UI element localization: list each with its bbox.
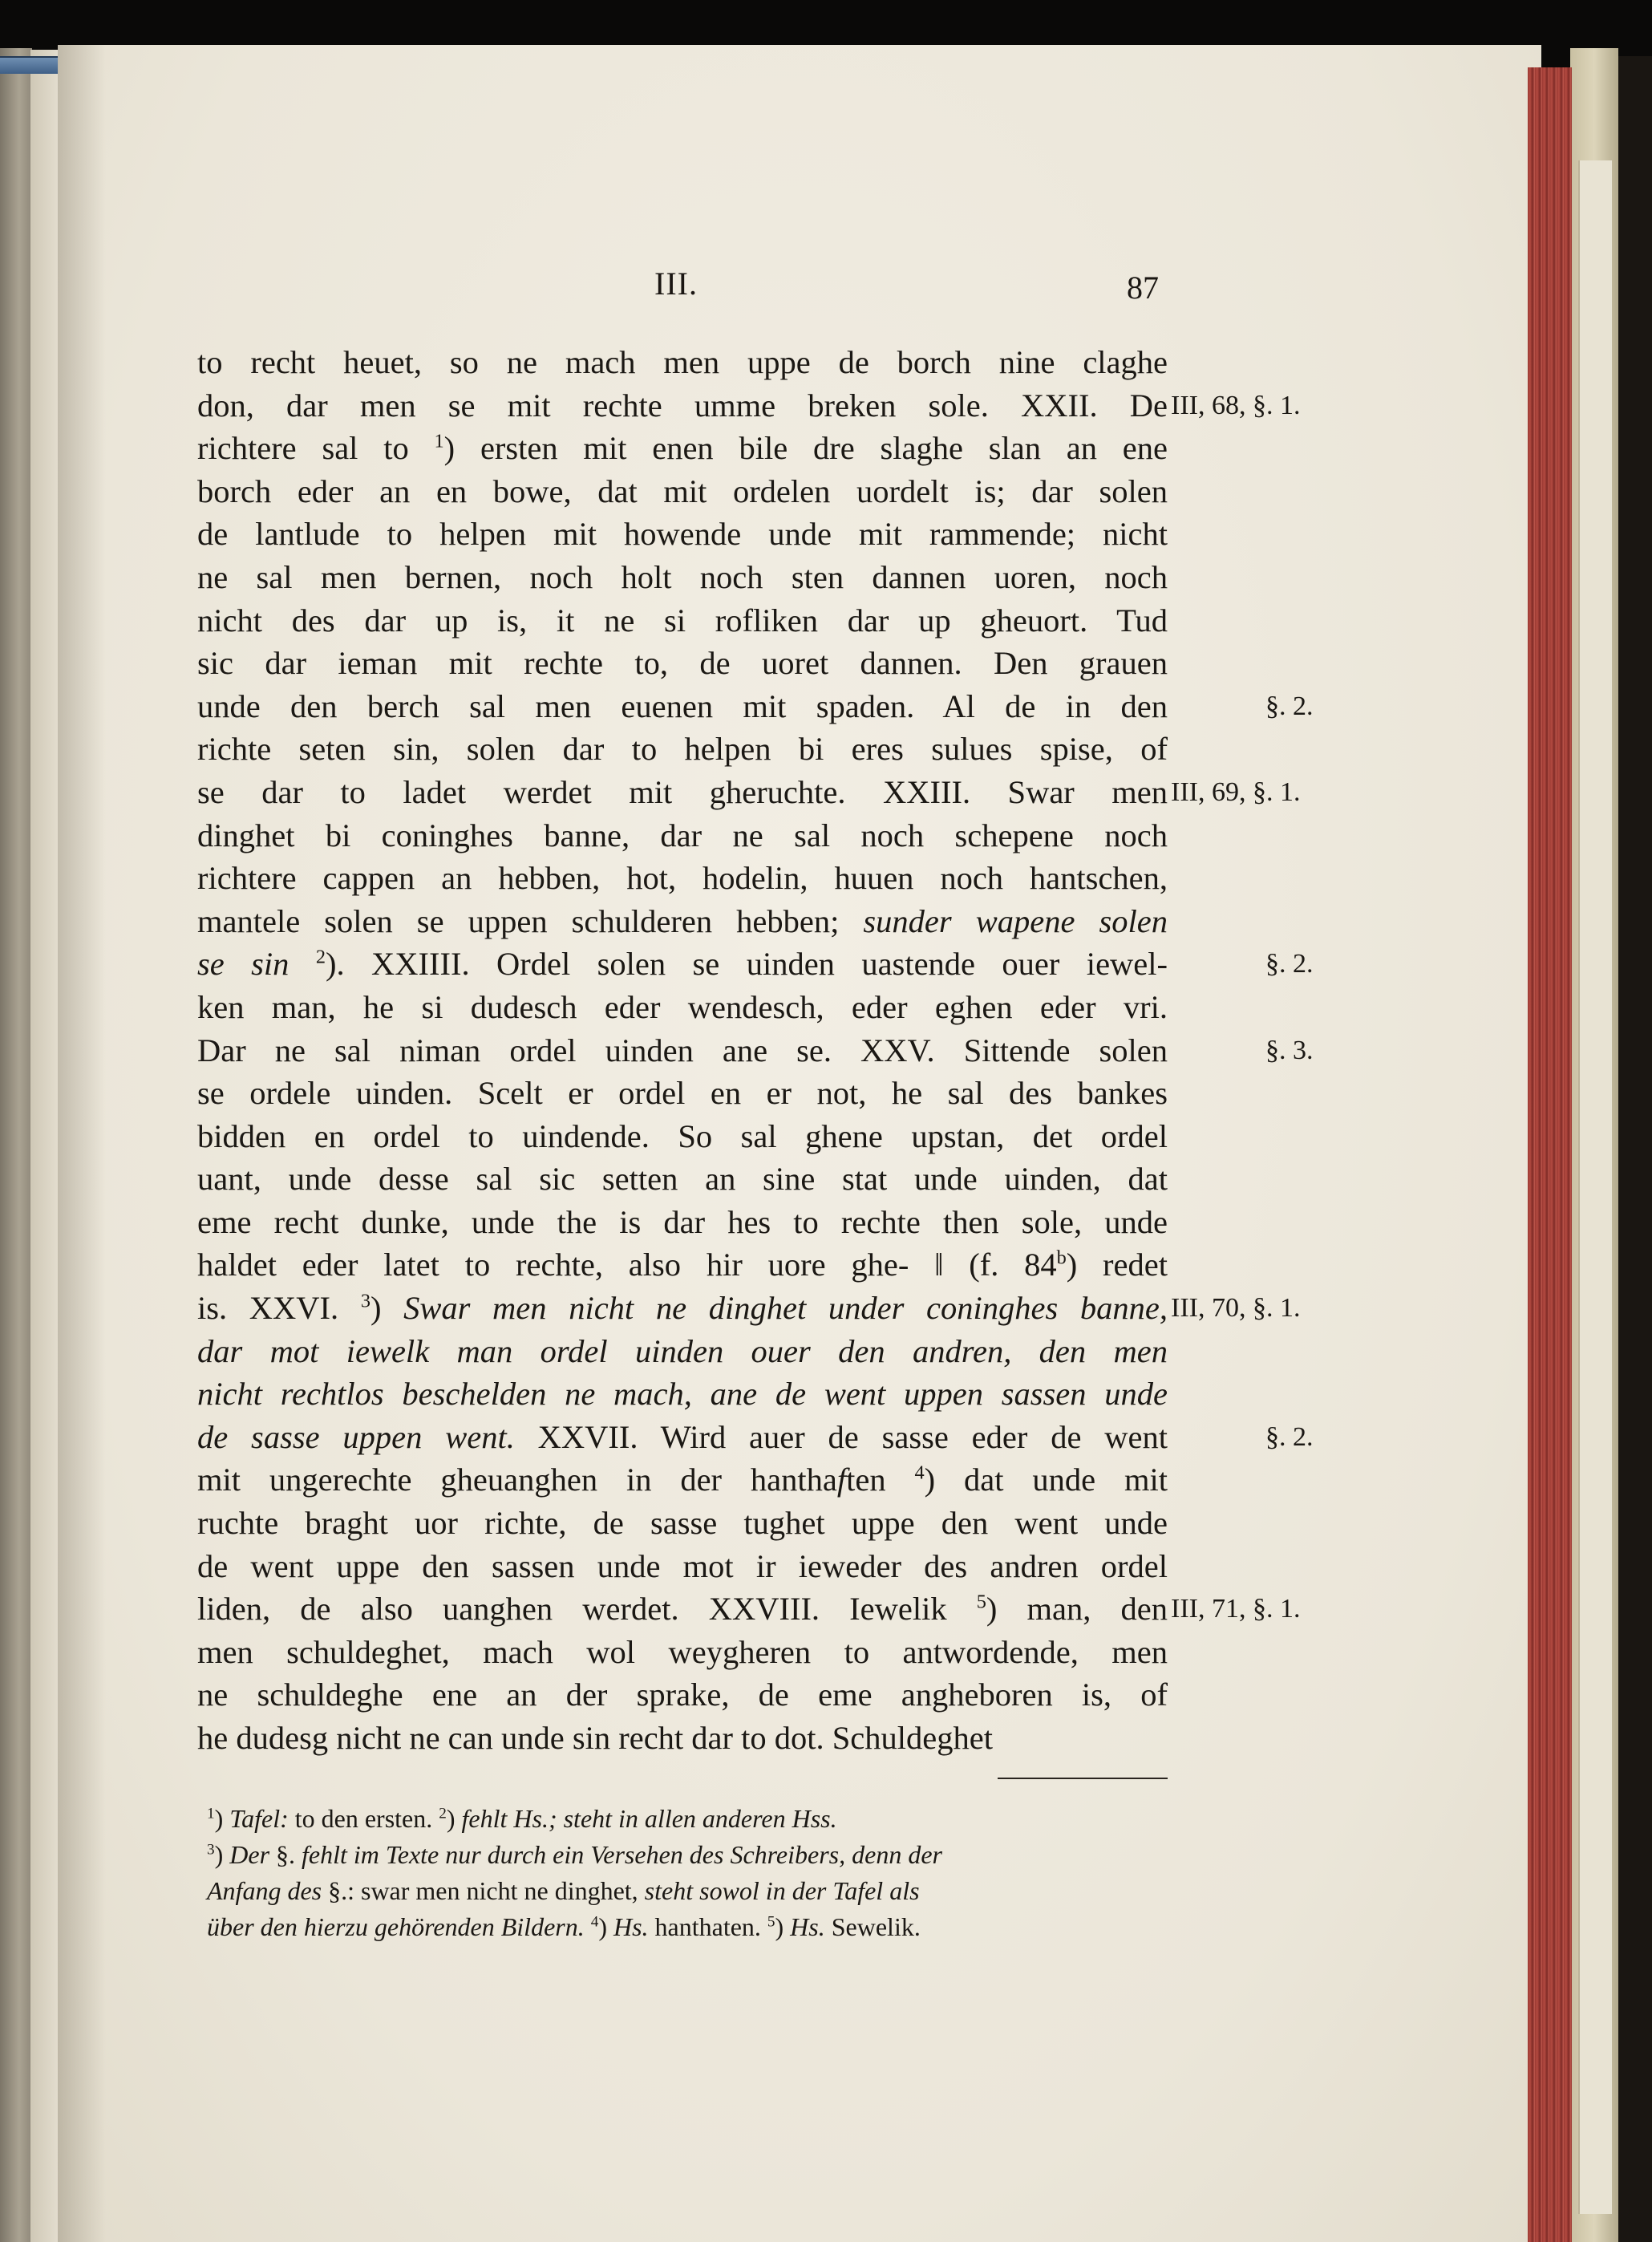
italic-text: Tafel:: [229, 1804, 289, 1833]
margin-note: III, 71, §. 1.: [1171, 1594, 1301, 1624]
body-line: [197, 771, 1168, 814]
text-run: ): [214, 1840, 230, 1869]
body-line: [197, 599, 1168, 643]
body-line: [197, 900, 1168, 943]
margin-note: III, 69, §. 1.: [1171, 777, 1301, 807]
running-title: III.: [654, 266, 698, 302]
italic-text: se sin: [197, 946, 290, 983]
body-line: [197, 1458, 1168, 1502]
background-edge: [1618, 56, 1652, 2242]
italic-text: über den hierzu gehörenden Bildern.: [207, 1912, 585, 1941]
footnote-marker: 2: [315, 946, 326, 968]
footnote-line: [207, 1909, 1169, 1945]
footnote-marker: 3: [360, 1290, 370, 1312]
text-run: to den ersten.: [288, 1804, 439, 1833]
text-run: richtere sal to: [197, 430, 435, 467]
body-line: [197, 1545, 1168, 1588]
text-run: ) ersten mit enen bile dre slaghe slan an ene: [443, 430, 1168, 467]
text-run: ne sal men bernen, noch holt noch sten dannen uoren, noch: [197, 558, 1168, 595]
body-line: [197, 986, 1168, 1029]
italic-text: Anfang des: [207, 1876, 322, 1905]
text-run: dinghet bi coninghes banne, dar ne sal noch schepene noch: [197, 817, 1168, 853]
body-line: [197, 556, 1168, 599]
text-run: [289, 946, 315, 982]
body-line: [197, 943, 1168, 986]
footnote-marker: 4: [914, 1462, 925, 1484]
text-run: ): [598, 1912, 613, 1941]
text-run: unde den berch sal men euenen mit spaden. Al de in den: [197, 687, 1168, 724]
body-line: [197, 1115, 1168, 1158]
running-header: [0, 265, 1652, 313]
italic-text: dar mot iewelk man ordel uinden ouer den andren, den men: [197, 1332, 1168, 1369]
page-number: 87: [1127, 270, 1159, 306]
italic-text: fehlt Hs.; steht in allen anderen Hss.: [461, 1804, 837, 1833]
footnote-marker: 5: [767, 1913, 775, 1931]
text-run: ten: [846, 1462, 915, 1498]
text-run: XXVII. Wird auer de sasse eder de went: [514, 1418, 1168, 1455]
text-run: hanthaten.: [648, 1912, 767, 1941]
body-line: [197, 1631, 1168, 1674]
gutter-shadow: [58, 45, 106, 2242]
text-run: ken man, he si dudesch eder wendesch, eder eghen eder vri.: [197, 988, 1168, 1025]
text-run: se ordele uinden. Scelt er ordel en er not, he sal des bankes: [197, 1075, 1168, 1112]
footnote-marker: 4: [590, 1913, 599, 1931]
italic-text: Der: [229, 1840, 270, 1869]
italic-text: Hs.: [790, 1912, 825, 1941]
text-run: richte seten sin, solen dar to helpen bi eres sulues spise, of: [197, 731, 1168, 768]
text-run: to recht heuet, so ne mach men uppe de borch nine claghe: [197, 344, 1168, 380]
body-line: [197, 642, 1168, 685]
body-line: [197, 1330, 1168, 1373]
body-line: [197, 341, 1168, 384]
text-run: ne schuldeghe ene an der sprake, de eme angheboren is, of: [197, 1676, 1168, 1713]
text-run: Dar ne sal niman ordel uinden ane se. XXV. Sittende solen: [197, 1032, 1168, 1068]
left-book-cover: [0, 48, 32, 2242]
text-run: se dar to ladet werdet mit gheruchte. XXIII. Swar men: [197, 773, 1168, 810]
body-line: [197, 814, 1168, 857]
body-line: [197, 1072, 1168, 1115]
text-run: §.: [269, 1840, 302, 1869]
italic-text: f: [836, 1462, 847, 1498]
text-run: sic dar ieman mit rechte to, de uoret dannen. Den grauen: [197, 645, 1168, 682]
text-run: [585, 1912, 591, 1941]
text-run: de went uppe den sassen unde mot ir ieweder des andren ordel: [197, 1547, 1168, 1584]
body-line: [197, 685, 1168, 728]
text-run: §.: swar men nicht ne dinghet,: [322, 1876, 645, 1905]
footnote-rule: [998, 1778, 1168, 1779]
italic-text: Hs.: [613, 1912, 649, 1941]
body-line: [197, 1201, 1168, 1244]
text-run: ) redet: [1066, 1247, 1168, 1283]
body-line: [197, 427, 1168, 470]
text-run: he dudesg nicht ne can unde sin recht dar to dot. Schuldeghet: [197, 1720, 993, 1756]
body-line: [197, 728, 1168, 771]
margin-note: §. 2.: [1265, 1422, 1314, 1452]
footnotes: [207, 1801, 1169, 1945]
text-run: mantele solen se uppen schulderen hebben;: [197, 902, 864, 939]
text-run: haldet eder latet to rechte, also hir uore ghe- ‖ (f. 84: [197, 1247, 1057, 1283]
text-run: ). XXIIII. Ordel solen se uinden uastende ouer iewel-: [326, 946, 1168, 983]
text-run: de lantlude to helpen mit howende unde mit rammende; nicht: [197, 516, 1168, 553]
italic-text: fehlt im Texte nur durch ein Versehen des Schreibers, denn der: [302, 1840, 942, 1869]
margin-note: III, 70, §. 1.: [1171, 1293, 1301, 1324]
text-run: ruchte braght uor richte, de sasse tughet uppe den went unde: [197, 1505, 1168, 1542]
footnote-marker: 1: [207, 1805, 215, 1822]
footnote-marker: 1: [434, 430, 444, 452]
footnote-marker: b: [1056, 1247, 1067, 1269]
body-line: [197, 1587, 1168, 1631]
footnote-line: [207, 1801, 1169, 1837]
text-run: uant, unde desse sal sic setten an sine stat unde uinden, dat: [197, 1161, 1168, 1198]
text-run: ): [775, 1912, 791, 1941]
body-line: [197, 857, 1168, 900]
text-run: ) man, den: [986, 1591, 1168, 1628]
text-run: borch eder an en bowe, dat mit ordelen uordelt is; dar solen: [197, 472, 1168, 509]
italic-text: Swar men nicht ne dinghet under coninghes banne,: [403, 1290, 1168, 1327]
body-line: [197, 1372, 1168, 1416]
text-run: men schuldeghet, mach wol weygheren to antwordende, men: [197, 1633, 1168, 1670]
text-run: nicht des dar up is, it ne si rofliken dar up gheuort. Tud: [197, 602, 1168, 639]
footnote-line: [207, 1837, 1169, 1873]
margin-note: §. 3.: [1265, 1035, 1314, 1065]
body-line: [197, 1416, 1168, 1459]
text-run: mit ungerechte gheuanghen in der hantha: [197, 1462, 837, 1498]
body-line: [197, 1502, 1168, 1545]
margin-note: III, 68, §. 1.: [1171, 390, 1301, 420]
body-line: [197, 1287, 1168, 1330]
text-run: ) dat unde mit: [924, 1462, 1168, 1498]
text-run: bidden en ordel to uindende. So sal ghene upstan, det ordel: [197, 1117, 1168, 1154]
text-run: richtere cappen an hebben, hot, hodelin, huuen noch hantschen,: [197, 860, 1168, 897]
footnote-marker: 3: [207, 1841, 215, 1859]
italic-text: steht sowol in der Tafel als: [644, 1876, 920, 1905]
body-line: [197, 1029, 1168, 1072]
text-run: is. XXVI.: [197, 1290, 361, 1327]
text-run: liden, de also uanghen werdet. XXVIII. Iewelik: [197, 1591, 977, 1628]
text-run: don, dar men se mit rechte umme breken sole. XXII. De: [197, 387, 1168, 424]
body-line: [197, 470, 1168, 513]
text-run: eme recht dunke, unde the is dar hes to rechte then sole, unde: [197, 1203, 1168, 1240]
text-run: Sewelik.: [824, 1912, 921, 1941]
body-line: [197, 513, 1168, 556]
footnote-marker: 5: [976, 1591, 986, 1613]
italic-text: nicht rechtlos beschelden ne mach, ane de went uppen sassen unde: [197, 1376, 1168, 1413]
text-run: ): [214, 1804, 230, 1833]
italic-text: sunder wapene solen: [863, 902, 1168, 939]
body-line: [197, 1243, 1168, 1287]
margin-note: §. 2.: [1265, 691, 1314, 721]
margin-note: §. 2.: [1265, 949, 1314, 979]
body-line: [197, 1717, 1168, 1760]
red-page-edges: [1528, 67, 1572, 2242]
body-line: [197, 1673, 1168, 1717]
text-run: ): [370, 1290, 404, 1327]
text-run: ): [446, 1804, 462, 1833]
footnote-line: [207, 1873, 1169, 1909]
footnote-marker: 2: [439, 1805, 447, 1822]
body-text: [197, 341, 1168, 1760]
cover-lining: [1578, 160, 1612, 2214]
body-line: [197, 384, 1168, 428]
italic-text: de sasse uppen went.: [197, 1418, 515, 1455]
body-line: [197, 1157, 1168, 1201]
